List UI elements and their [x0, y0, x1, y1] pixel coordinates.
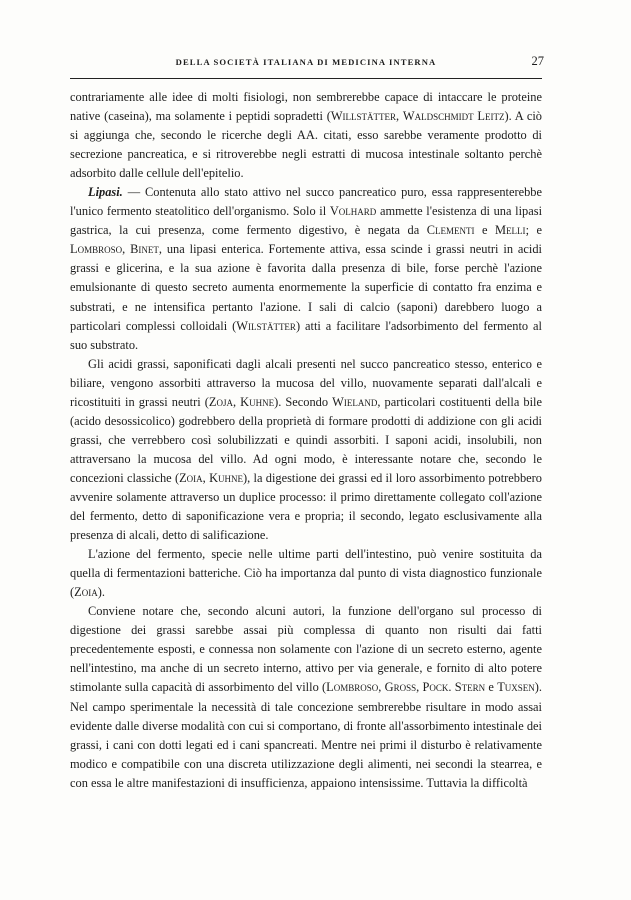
author-name: Binet [130, 242, 159, 257]
text-run: , [378, 680, 385, 695]
text-run: ), la digestione dei grassi ed il loro assorbimento potrebbero avvenire solamente attraverso un duplice processo: il primo direttamente collegato coll'azione del fermento, detto di saponificazione vera e propria; il secondo, legato esclusivamente alla presenza di alcali, detto di salificazione. [70, 470, 542, 543]
header-rule [70, 78, 542, 79]
text-run: ). A ciò si aggiunga che, secondo le ricerche degli AA. citati, esso sarebbe veramente prodotto di secrezione pancreatica, e si ritroverebbe negli estratti di mucosa intestinale soltanto perchè adsorbito dalle cellule dell'epitelio. [70, 109, 542, 181]
text-run: ). [97, 585, 105, 600]
text-run: e [474, 223, 496, 238]
text-run: , [232, 394, 241, 409]
text-run: ammette l'esistenza di una lipasi gastrica, la cui presenza, come fermento digestivo, è negata da [70, 204, 543, 238]
text-run: , [396, 109, 403, 124]
page-number: 27 [531, 54, 544, 68]
paragraph [70, 602, 542, 792]
text-run: ) atti a facilitare l'adsorbimento del fermento al suo substrato. [70, 318, 542, 352]
author-name: Willstätter [330, 109, 397, 124]
author-name: Lombroso [70, 242, 123, 257]
paragraph [70, 355, 542, 545]
text-run: ). Secondo [274, 394, 333, 409]
text-run: Gli acidi grassi, saponificati dagli alcali presenti nel succo pancreatico stesso, enterico e biliare, vengono assorbiti attraverso la mucosa del villo, nuovamente separati dall'alcali e ricostituiti in grassi neutri ( [70, 356, 542, 409]
body-text [70, 88, 542, 793]
author-name: Tuxsen [497, 680, 535, 695]
author-name: Stern [454, 680, 486, 695]
author-name: Wilstätter [236, 318, 296, 333]
author-name: Kuhne [209, 470, 244, 485]
text-run: ; e [525, 223, 543, 238]
text-run: , particolari costituenti della bile (acido desossicolico) godrebbero della proprietà di formare prodotti di addizione con gli acidi grassi, che verrebbero così solubilizzati e quindi assorbiti. I saponi acidi, insolubili, non attraversano la mucosa del villo. Ad ogni modo, è interessante notare che, secondo le concezioni classiche ( [70, 394, 542, 485]
author-name: Wieland [332, 394, 378, 409]
author-name: Volhard [329, 204, 377, 219]
text-run: contrariamente alle idee di molti fisiologi, non sembrerebbe capace di intaccare le proteine native (caseina), ma solamente i peptidi sopradetti ( [70, 90, 542, 124]
paragraph [70, 183, 542, 354]
text-run: . [448, 680, 455, 695]
text-run: — Contenuta allo stato attivo nel succo pancreatico puro, essa rappresenterebbe l'unico fermento steatolitico dell'organismo. Solo il [70, 185, 542, 219]
text-run: Conviene notare che, secondo alcuni autori, la funzione dell'organo sul processo di digestione dei grassi sarebbe assai più complessa di quanto non risulti dai fatti precedentemente esposti, e connessa non solamente con l'azione di un secreto esterno, agente nell'intestino, ma anche di un secreto interno, attivo per via generale, e fornito di alto potere stimolante sulla capacità di assorbimento del villo ( [70, 604, 542, 695]
author-name: Zoja [208, 394, 233, 409]
text-run: ). Nel campo sperimentale la necessità di tale concezione sembrerebbe risultare in modo assai evidente dalle diverse modalità con cui si comportano, di fronte all'assorbimento intestinale dei grassi, i cani con dotti legati ed i cani spancreati. Mentre nei primi il disturbo è relativamente modico e compatibile con una discreta utilizzazione degli alimenti, nei secondi la stearrea, e con essa le altre manifestazioni di insufficienza, appaiono intensissime. Tuttavia la difficoltà [70, 680, 543, 790]
author-name: Pock [422, 680, 449, 695]
running-title: DELLA SOCIETÀ ITALIANA DI MEDICINA INTERNA [175, 57, 437, 67]
text-run: L'azione del fermento, specie nelle ultime parti dell'intestino, può venire sostituita da quella di fermentazioni batteriche. Ciò ha importanza dal punto di vista diagnostico funzionale ( [70, 547, 542, 600]
paragraph [70, 88, 542, 183]
text-run: e [485, 680, 498, 695]
paragraph [70, 545, 542, 602]
author-name: Zoia [74, 585, 98, 600]
author-name: Lombroso [326, 680, 379, 695]
text-run: , [122, 242, 131, 257]
author-name: Waldschmidt Leitz [402, 109, 505, 124]
author-name: Melli [495, 223, 526, 238]
running-header [70, 54, 544, 75]
text-run: , [416, 680, 423, 695]
text-run: , una lipasi enterica. Fortemente attiva, essa scinde i grassi neutri in acidi grassi e glicerina, e la sua azione è favorita dalla presenza di bile, forse perchè l'azione emulsionante di questo secreto aumenta enormemente la superficie di contatto fra enzima e substrati, e ne intensifica pertanto l'azione. I sali di calcio (saponi) darebbero luogo a particolari complessi colloidali ( [70, 242, 543, 333]
author-name: Zoia [179, 470, 203, 485]
author-name: Kuhne [240, 394, 275, 409]
author-name: Gross [384, 680, 417, 695]
author-name: Clementi [426, 223, 475, 238]
section-heading: Lipasi. [88, 185, 123, 200]
text-run: , [202, 470, 210, 485]
